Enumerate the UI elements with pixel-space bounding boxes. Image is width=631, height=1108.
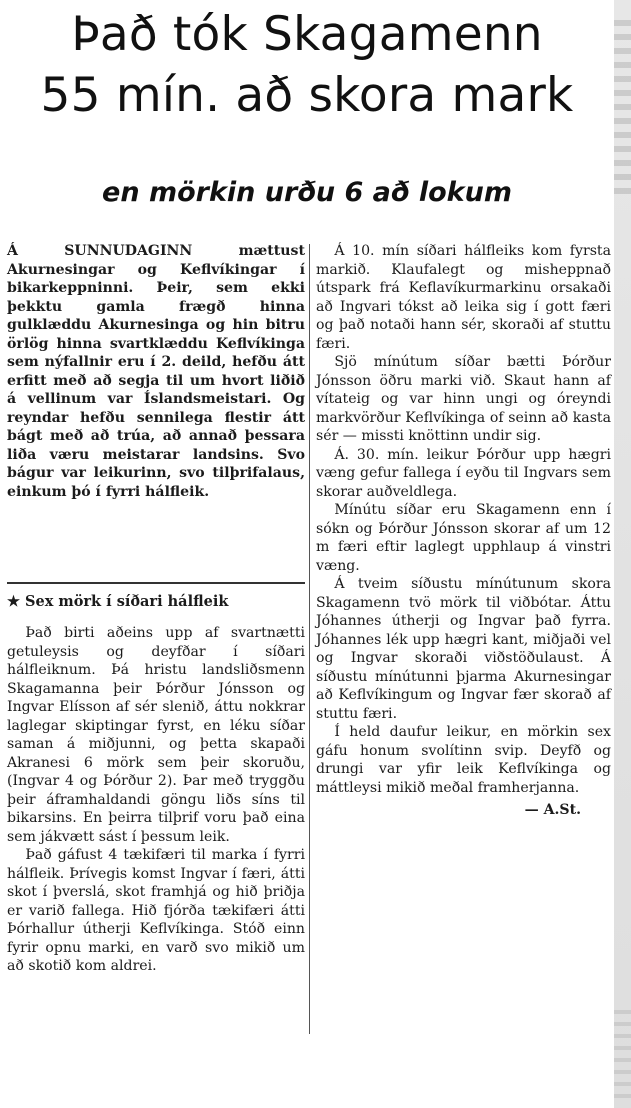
adjacent-page-bleed: [611, 0, 631, 1108]
headline: [0, 4, 614, 126]
subheadline: en mörkin urðu 6 að lokum: [102, 177, 512, 208]
right-column: [316, 242, 611, 820]
body-paragraph: Það birti aðeins upp af svartnætti getuleysis og deyfðar í síðari hálfleiknum. Þá hristu landsliðsmenn Skagamanna þeir Þórður Jónsson og Ingvar Elísson af sér slenið, áttu nokkrar laglegar skiptingar fyrst, en léku síðar saman á miðjunni, og þetta skapaði Akranesi 6 mörk sem þeir skoruðu, (Ingvar 4 og Þórður 2). Þar með tryggðu þeir áframhaldandi göngu liðs síns til bikarsins. En þeirra tilþrif voru það eina sem jákvætt sást í þessum leik.: [7, 625, 305, 845]
crosshead: [7, 592, 305, 612]
body-paragraph: Mínútu síðar eru Skagamenn enn í sókn og Þórður Jónsson skorar af um 12 m færi eftir laglegt upphlaup á vinstri væng.: [316, 502, 611, 574]
body-paragraph: Á tveim síðustu mínútunum skora Skagamenn tvö mörk til viðbótar. Áttu Jóhannes útherji og Ingvar það fyrra. Jóhannes lék upp hægri kant, miðjaði vel og Ingvar skoraði viðstöðulaust. Á síðustu mínútunni þjarma Akurnesingar að Keflvíkingum og Ingvar fær skorað af stuttu færi.: [316, 576, 611, 722]
column-rule: [309, 244, 310, 1034]
headline-line-2: 55 mín. að skora mark: [40, 68, 574, 123]
left-column-lead: [7, 242, 305, 501]
body-paragraph: Sjö mínútum síðar bætti Þórður Jónsson öðru marki við. Skaut hann af vítateig og var hinn ungi og óreyndi markvörður Keflvíkinga of seinn að kasta sér — missti knöttinn undir sig.: [316, 354, 611, 444]
star-icon: ★: [7, 593, 20, 610]
headline-line-1: Það tók Skagamenn: [71, 7, 543, 62]
body-paragraph: Á. 30. mín. leikur Þórður upp hægri væng gefur fallega í eyðu til Ingvars sem skorar auðveldlega.: [316, 446, 611, 500]
crosshead-text: Sex mörk í síðari hálfleik: [25, 593, 229, 610]
body-paragraph: Í held daufur leikur, en mörkin sex gáfu honum svolítinn svip. Deyfð og drungi var yfir leik Keflvíkinga og máttleysi mikið meðal framherjanna.: [316, 724, 611, 796]
author-signature: — A.St.: [524, 802, 581, 818]
left-column-body: [7, 624, 305, 976]
bleed-text-top: [613, 20, 631, 200]
bleed-text-bottom: [613, 1010, 631, 1100]
body-paragraph: Það gáfust 4 tækifæri til marka í fyrri hálfleik. Þrívegis komst Ingvar í færi, átti skot í þverslá, skot framhjá og hið þriðja er varið fallega. Hið fjórða tækifæri átti Þórhallur útherji Keflvíkinga. Stóð einn fyrir opnu marki, en varð svo mikið um að skotið kom aldrei.: [7, 847, 305, 974]
section-divider: [7, 582, 305, 584]
lead-paragraph: Á SUNNUDAGINN mættust Akurnesingar og Keflvíkingar í bikarkeppninni. Þeir, sem ekki þekktu gamla frægð hinna gulklæddu Akurnesinga og hin bitru örlög hinna svartklæddu Keflvíkinga sem nýfallnir eru í 2. deild, hefðu átt erfitt með að segja til um hvort liðið á vellinum var Íslandsmeistari. Og reyndar hefðu sennilega flestir átt bágt með að trúa, að annað þessara liða væru meistarar landsins. Svo bágur var leikurinn, svo tilþrifalaus, einkum þó í fyrri hálfleik.: [7, 243, 305, 500]
body-paragraph: Á 10. mín síðari hálfleiks kom fyrsta markið. Klaufalegt og misheppnað útspark frá Keflavíkurmarkinu orsakaði að Ingvari tókst að leika sig í gott færi og það notaði hann sér, skoraði af stuttu færi.: [316, 243, 611, 352]
